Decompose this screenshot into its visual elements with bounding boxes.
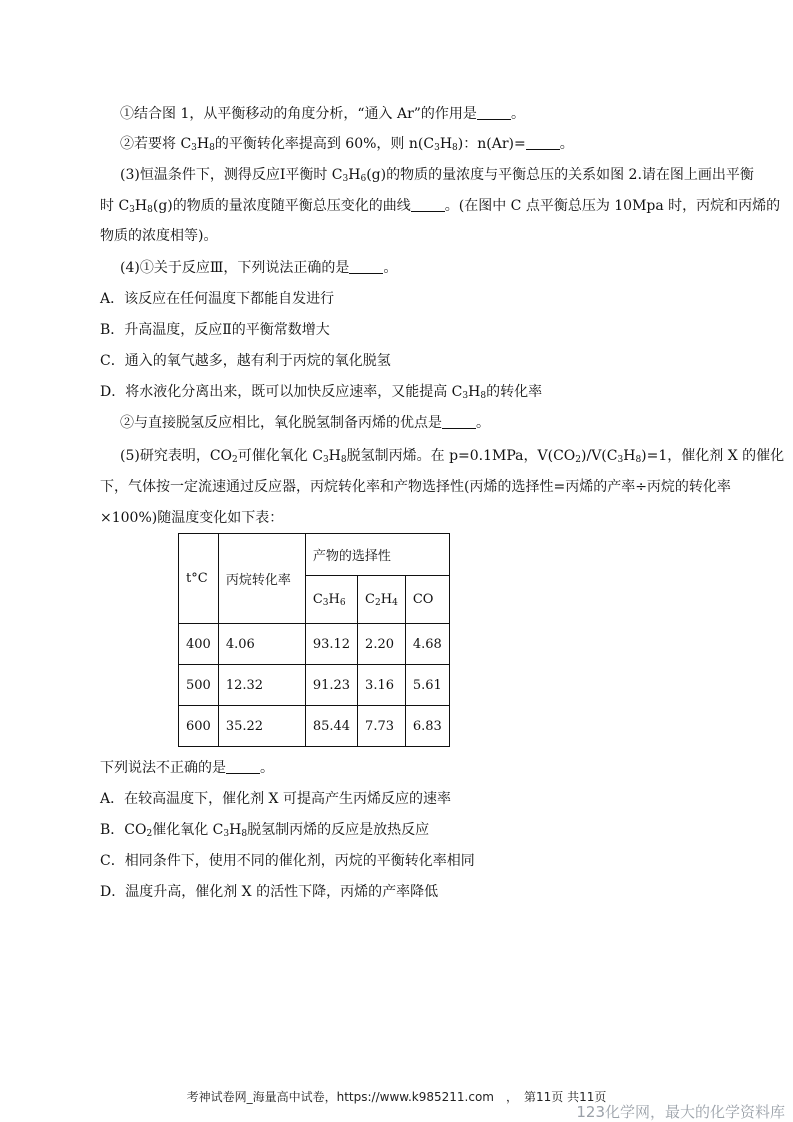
answer-blank[interactable] <box>442 414 476 429</box>
table-cell: 500 <box>179 665 219 706</box>
question-5-line1: (5)研究表明，$CO_2$可催化氧化 $C_3H_8$脱氢制丙烯。在 p=0.1MPa，$V(CO_2)/V(C_3H_8)=1$，催化剂 X 的催化 <box>120 448 785 465</box>
table-cell: 4.06 <box>218 624 305 665</box>
selectivity-table <box>178 533 450 747</box>
table-cell: 600 <box>179 706 219 747</box>
header-co: CO <box>405 576 449 624</box>
table-cell: 35.22 <box>218 706 305 747</box>
header-c2h4: $C_2H_4$ <box>358 576 406 624</box>
table-row <box>179 706 450 747</box>
question-3-line2: 时 $C_3H_8(g)$的物质的量浓度随平衡总压变化的曲线 。(在图中 C 点平衡总压为 10Mpa 时，丙烷和丙烯的 <box>100 198 781 215</box>
answer-blank[interactable] <box>477 105 511 120</box>
question-5-line3: ×100%)随温度变化如下表： <box>100 510 284 526</box>
question-5-prompt: 下列说法不正确的是 。 <box>100 760 274 776</box>
answer-blank[interactable] <box>349 259 383 274</box>
question-3-line1: (3)恒温条件下，测得反应Ⅰ平衡时 $C_3H_6(g)$的物质的量浓度与平衡总压的关系如图 2.请在图上画出平衡 <box>120 167 754 184</box>
question-3-line3: 物质的浓度相等)。 <box>100 228 218 244</box>
option-5-c: C．相同条件下，使用不同的催化剂，丙烷的平衡转化率相同 <box>100 853 475 869</box>
option-4-b: B．升高温度，反应Ⅱ的平衡常数增大 <box>100 322 330 338</box>
table-cell: 5.61 <box>405 665 449 706</box>
table-cell: 91.23 <box>305 665 357 706</box>
watermark: 123化学网，最大的化学资料库 <box>576 1103 785 1121</box>
page-footer: 考神试卷网_海量高中试卷，https://www.k985211.com ， 第11页 共11页 <box>186 1090 607 1104</box>
question-2a: ①结合图 1，从平衡移动的角度分析，“通入 Ar”的作用是 。 <box>120 106 525 122</box>
table-cell: 400 <box>179 624 219 665</box>
header-conversion: 丙烷转化率 <box>218 534 305 624</box>
table-cell: 3.16 <box>358 665 406 706</box>
table-cell: 93.12 <box>305 624 357 665</box>
option-5-b: B．$CO_2$催化氧化 $C_3H_8$脱氢制丙烯的反应是放热反应 <box>100 822 430 839</box>
option-5-a: A．在较高温度下，催化剂 X 可提高产生丙烯反应的速率 <box>100 791 451 807</box>
option-4-c: C．通入的氧气越多，越有利于丙烷的氧化脱氢 <box>100 353 391 369</box>
question-4b: ②与直接脱氢反应相比，氧化脱氢制备丙烯的优点是 。 <box>120 415 490 431</box>
header-c3h6: $C_3H_6$ <box>305 576 357 624</box>
question-4a: (4)①关于反应Ⅲ，下列说法正确的是 。 <box>120 260 398 276</box>
option-5-d: D．温度升高，催化剂 X 的活性下降，丙烯的产率降低 <box>100 884 439 900</box>
header-temperature: t°C <box>179 534 219 624</box>
question-2b: ②若要将 $C_3H_8$的平衡转化率提高到 60%，则 $n(C_3H_8)$：n(Ar)= 。 <box>120 136 574 153</box>
table-cell: 85.44 <box>305 706 357 747</box>
question-5-line2: 下，气体按一定流速通过反应器，丙烷转化率和产物选择性(丙烯的选择性=丙烯的产率÷丙烷的转化率 <box>100 479 731 495</box>
option-4-a: A．该反应在任何温度下都能自发进行 <box>100 291 335 307</box>
option-4-d: D．将水液化分离出来，既可以加快反应速率，又能提高 $C_3H_8$的转化率 <box>100 384 543 401</box>
table-cell: 6.83 <box>405 706 449 747</box>
table-cell: 12.32 <box>218 665 305 706</box>
answer-blank[interactable] <box>411 197 445 212</box>
table-cell: 2.20 <box>358 624 406 665</box>
table-cell: 7.73 <box>358 706 406 747</box>
table-cell: 4.68 <box>405 624 449 665</box>
table-row <box>179 665 450 706</box>
answer-blank[interactable] <box>526 135 560 150</box>
header-selectivity: 产物的选择性 <box>305 534 449 576</box>
answer-blank[interactable] <box>226 759 260 774</box>
table-row <box>179 624 450 665</box>
